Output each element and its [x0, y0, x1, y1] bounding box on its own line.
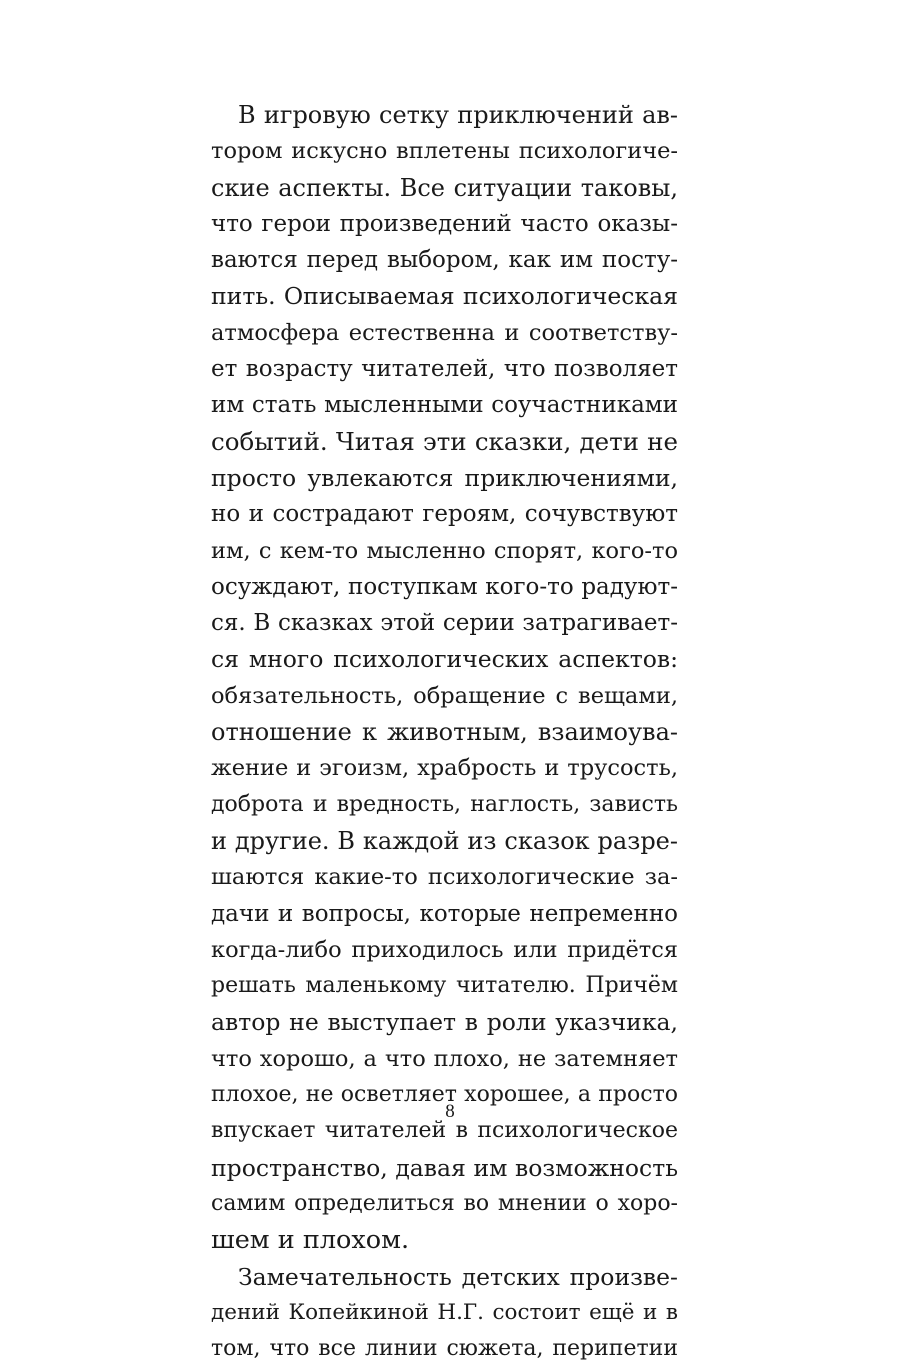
- page-text: [211, 97, 678, 1367]
- text-line: дений Копейкиной Н.Г. состоит ещё и в: [211, 1295, 678, 1331]
- text-line: шаются какие-то психологические за-: [211, 859, 678, 895]
- paragraph-2: [211, 1259, 678, 1367]
- text-line: атмосфера естественна и соответству-: [211, 315, 678, 351]
- text-line: пить. Описываемая психологическая: [211, 278, 678, 314]
- text-line: самим определиться во мнении о хоро-: [211, 1186, 678, 1222]
- text-line: когда-либо приходилось или придётся: [211, 932, 678, 968]
- text-line: впускает читателей в психологическое: [211, 1113, 678, 1149]
- text-line: Замечательность детских произве-: [211, 1259, 678, 1295]
- text-line: В игровую сетку приключений ав-: [211, 97, 678, 133]
- text-line: просто увлекаются приключениями,: [211, 460, 678, 496]
- text-line: решать маленькому читателю. Причём: [211, 968, 678, 1004]
- text-line: жение и эгоизм, храбрость и трусость,: [211, 750, 678, 786]
- text-line: ет возрасту читателей, что позволяет: [211, 351, 678, 387]
- text-line: ские аспекты. Все ситуации таковы,: [211, 170, 678, 206]
- text-line: ся много психологических аспектов:: [211, 641, 678, 677]
- text-line: отношение к животным, взаимоува-: [211, 714, 678, 750]
- text-line: что герои произведений часто оказы-: [211, 206, 678, 242]
- text-line: тором искусно вплетены психологиче-: [211, 133, 678, 169]
- text-line: дачи и вопросы, которые непременно: [211, 896, 678, 932]
- text-line: ся. В сказках этой серии затрагивает-: [211, 605, 678, 641]
- text-line: пространство, давая им возможность: [211, 1150, 678, 1186]
- text-line: что хорошо, а что плохо, не затемняет: [211, 1041, 678, 1077]
- text-line: ваются перед выбором, как им посту-: [211, 242, 678, 278]
- text-line: обязательность, обращение с вещами,: [211, 678, 678, 714]
- text-line: том, что все линии сюжета, перипетии: [211, 1331, 678, 1367]
- text-line: плохое, не осветляет хорошее, а просто: [211, 1077, 678, 1113]
- page-number: 8: [0, 1101, 900, 1123]
- text-line: но и сострадают героям, сочувствуют: [211, 496, 678, 532]
- text-line: и другие. В каждой из сказок разре-: [211, 823, 678, 859]
- text-line: им стать мысленными соучастниками: [211, 387, 678, 423]
- text-line: шем и плохом.: [211, 1222, 678, 1258]
- text-line: осуждают, поступкам кого-то радуют-: [211, 569, 678, 605]
- paragraph-1: [211, 97, 678, 1259]
- text-line: событий. Читая эти сказки, дети не: [211, 424, 678, 460]
- text-line: им, с кем-то мысленно спорят, кого-то: [211, 533, 678, 569]
- text-line: доброта и вредность, наглость, зависть: [211, 787, 678, 823]
- text-line: автор не выступает в роли указчика,: [211, 1004, 678, 1040]
